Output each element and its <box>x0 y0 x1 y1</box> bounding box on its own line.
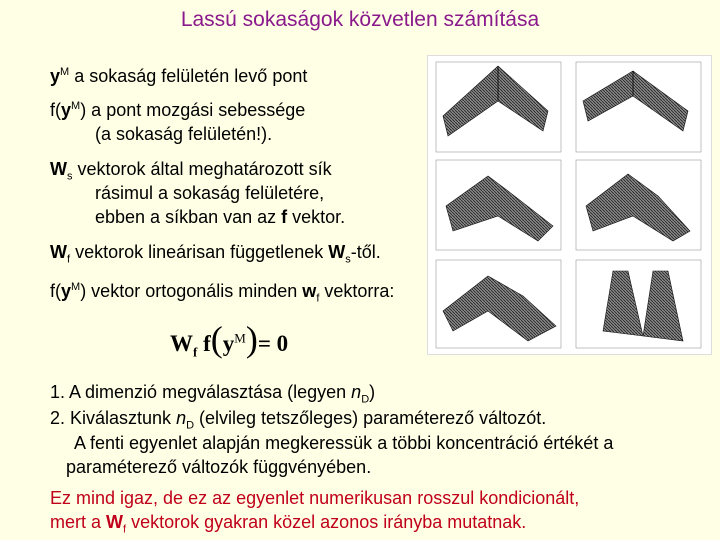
step-2 <box>50 408 546 432</box>
n-symbol: n <box>351 382 362 402</box>
line-ws-plane-cont2 <box>95 207 345 228</box>
sub-d: D <box>186 419 195 432</box>
sub-s: s <box>67 170 73 183</box>
eq-equals-zero: = 0 <box>257 331 289 356</box>
text: vektorok által meghatározott sík <box>72 159 332 179</box>
step-2-cont2: paraméterező változók függvényében. <box>66 457 372 477</box>
plot-panel <box>576 160 701 250</box>
sup-m: M <box>71 281 81 293</box>
text: vektorok gyakran közel azonos irányba mutatnak. <box>126 512 527 532</box>
line-orthogonal <box>50 281 394 305</box>
sub-f: f <box>67 253 71 266</box>
sub-f: f <box>316 292 320 305</box>
line-velocity-cont: (a sokaság felületén!). <box>95 124 273 144</box>
text: 1. A dimenzió megválasztása (legyen <box>50 382 352 402</box>
text: -től. <box>350 242 381 262</box>
slide-title: Lassú sokaságok közvetlen számítása <box>180 8 540 31</box>
eq-w: W <box>170 331 193 356</box>
w-symbol: W <box>328 242 346 262</box>
y-symbol: y <box>50 66 61 86</box>
line-velocity <box>50 100 305 121</box>
line-point <box>50 66 307 87</box>
text: vektor. <box>287 207 346 227</box>
line-ws-plane-cont1: rásimul a sokaság felületére, <box>95 183 325 203</box>
plot-panel <box>436 62 561 152</box>
text: ) <box>369 382 376 402</box>
w-symbol: W <box>106 512 124 532</box>
text: ) vektor ortogonális minden <box>80 281 303 301</box>
sub-s: s <box>345 253 351 266</box>
sup-m: M <box>60 66 70 78</box>
y-symbol: y <box>61 281 72 301</box>
text: ) a pont mozgási sebessége <box>80 100 306 120</box>
plot-panel <box>436 160 561 250</box>
sub-f: f <box>123 523 127 536</box>
plot-panel <box>576 260 701 348</box>
manifold-surface-plots <box>427 55 712 355</box>
text: f( <box>50 281 61 301</box>
text: f( <box>50 100 61 120</box>
n-symbol: n <box>176 408 187 428</box>
plot-panel <box>436 260 561 348</box>
w-symbol: W <box>50 159 67 179</box>
eq-paren-close: ) <box>245 319 258 359</box>
y-symbol: y <box>61 100 72 120</box>
surface-plots-image <box>428 56 711 354</box>
line-ws-plane <box>50 159 332 183</box>
eq-sup-m: M <box>234 330 246 346</box>
eq-f: f <box>203 331 211 356</box>
w-symbol: W <box>50 242 67 262</box>
text: 2. Kiválasztunk <box>50 408 177 428</box>
step-1 <box>50 382 375 406</box>
eq-sub-f: f <box>193 344 198 360</box>
eq-y: y <box>222 331 235 356</box>
text: ebben a síkban van az <box>95 207 282 227</box>
plot-panel <box>576 62 701 152</box>
equation <box>170 318 288 361</box>
warning-line-1: Ez mind igaz, de ez az egyenlet numerikusan rosszul kondicionált, <box>50 488 580 508</box>
line-wf-independent <box>50 242 381 266</box>
sup-m: M <box>71 100 81 112</box>
text: a sokaság felületén levő pont <box>69 66 308 86</box>
text: (elvileg tetszőleges) paraméterező változót. <box>194 408 547 428</box>
eq-paren-open: ( <box>210 319 223 359</box>
warning-line-2 <box>50 512 526 536</box>
text: vektorra: <box>319 281 395 301</box>
text: mert a <box>50 512 107 532</box>
sub-d: D <box>361 393 370 406</box>
f-symbol: f <box>281 207 288 227</box>
text: vektorok lineárisan függetlenek <box>70 242 329 262</box>
w-symbol: w <box>302 281 317 301</box>
step-2-cont1: A fenti egyenlet alapján megkeressük a többi koncentráció értékét a <box>74 433 614 453</box>
